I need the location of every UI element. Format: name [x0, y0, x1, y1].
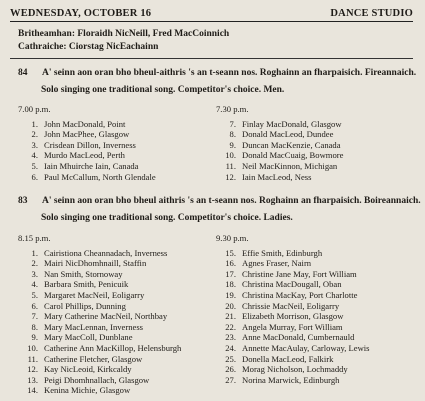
entry-number: 24. — [225, 342, 236, 353]
competitor-name: Barbara Smith, Penicuik — [44, 279, 129, 290]
competitor-entry — [216, 311, 370, 322]
entry-number: 20. — [225, 300, 236, 311]
competitor-entry — [216, 140, 343, 151]
competitor-entry — [216, 375, 370, 386]
entry-number: 22. — [225, 321, 236, 332]
competition-number: 83 — [18, 196, 28, 206]
competitor-entry — [18, 385, 181, 396]
entry-number: 6. — [31, 171, 38, 182]
venue-heading: DANCE STUDIO — [330, 8, 413, 19]
competitor-name: Crisdean Dillon, Inverness — [44, 139, 136, 150]
competitor-name: Anne MacDonald, Cumbernauld — [242, 332, 355, 343]
entry-number: 23. — [225, 332, 236, 343]
competitor-name: Iain Mhuirche Iain, Canada — [44, 160, 139, 171]
entry-number: 7. — [229, 118, 236, 129]
competitor-name: Catherine Ann MacKillop, Helensburgh — [44, 342, 182, 353]
entry-number: 2. — [31, 129, 38, 140]
competitor-entry — [18, 248, 181, 259]
competitor-entry — [18, 150, 156, 161]
competitor-name: Effie Smith, Edinburgh — [242, 247, 323, 258]
judges-block — [18, 28, 229, 54]
competitor-entry — [216, 172, 343, 183]
competitor-entry — [18, 279, 181, 290]
entry-number: 2. — [31, 258, 38, 269]
entry-number: 15. — [225, 247, 236, 258]
competitor-name: Donald MacCuaig, Bowmore — [242, 150, 344, 161]
entry-number: 7. — [31, 311, 38, 322]
competitor-name: Mary MacLennan, Inverness — [44, 321, 144, 332]
entry-number: 4. — [31, 279, 38, 290]
entry-number: 11. — [225, 160, 236, 171]
competition-84-title — [18, 67, 416, 80]
competitor-name: Mary MacColl, Dunblane — [44, 332, 133, 343]
date-heading: WEDNESDAY, OCTOBER 16 — [10, 8, 152, 19]
competitor-name: Chrissie MacNeil, Eoligarry — [242, 300, 340, 311]
competitor-entry — [216, 343, 370, 354]
competition-83-title — [18, 195, 421, 208]
competitor-name: Duncan MacKenzie, Canada — [242, 139, 341, 150]
competitor-name: Angela Murray, Fort William — [242, 321, 343, 332]
competitor-name: Mary Catherine MacNeil, Northbay — [44, 311, 168, 322]
competitor-entry — [18, 322, 181, 333]
time-slot: 7.00 p.m. — [18, 104, 51, 114]
competitor-name: Annette MacAulay, Carloway, Lewis — [242, 342, 370, 353]
entry-number: 1. — [31, 247, 38, 258]
entry-number: 5. — [31, 289, 38, 300]
competitor-entry — [18, 301, 181, 312]
competitor-entry — [18, 311, 181, 322]
entry-number: 19. — [225, 289, 236, 300]
competitor-name: Donald MacLeod, Dundee — [242, 129, 334, 140]
competitor-entry — [216, 322, 370, 333]
competitor-name: Cairistiona Cheannadach, Inverness — [44, 247, 168, 258]
competitor-entry — [18, 269, 181, 280]
competitor-entry — [216, 161, 343, 172]
entry-number: 8. — [31, 321, 38, 332]
competitor-entry — [216, 129, 343, 140]
competitor-name: Christina MacKay, Port Charlotte — [242, 289, 358, 300]
competitor-entry — [216, 150, 343, 161]
competitor-entry — [18, 119, 156, 130]
competitor-name: Mairi NicDhomhnaill, Staffin — [44, 258, 147, 269]
competition-84-left-column — [18, 104, 156, 182]
competitor-entry — [18, 129, 156, 140]
competitor-name: Peigi Dhomhnallach, Glasgow — [44, 374, 150, 385]
header-rule — [10, 21, 413, 22]
competitor-name: Agnes Fraser, Nairn — [242, 258, 312, 269]
competitor-entry — [216, 301, 370, 312]
competitor-entry — [216, 364, 370, 375]
entry-number: 27. — [225, 374, 236, 385]
competition-83-left-column — [18, 233, 181, 396]
entry-number: 1. — [31, 118, 38, 129]
competitor-name: Elizabeth Morrison, Glasgow — [242, 311, 344, 322]
competitor-name: Carol Phillips, Dunning — [44, 300, 126, 311]
competitor-name: Norina Marwick, Edinburgh — [242, 374, 340, 385]
competitor-name: Paul McCallum, North Glendale — [44, 171, 156, 182]
competitor-name: Nan Smith, Stornoway — [44, 268, 123, 279]
entry-number: 12. — [27, 364, 38, 375]
entry-number: 3. — [31, 268, 38, 279]
competitor-entry — [18, 364, 181, 375]
entry-number: 21. — [225, 311, 236, 322]
entry-number: 5. — [31, 160, 38, 171]
competitor-entry — [216, 248, 370, 259]
entry-number: 12. — [225, 171, 236, 182]
competitor-entry — [216, 258, 370, 269]
competitor-entry — [18, 332, 181, 343]
entry-number: 17. — [225, 268, 236, 279]
competitor-name: Catherine Fletcher, Glasgow — [44, 353, 143, 364]
competitor-entry — [216, 354, 370, 365]
competitor-name: Christine Jane May, Fort William — [242, 268, 357, 279]
entry-number: 18. — [225, 279, 236, 290]
competitor-name: Finlay MacDonald, Glasgow — [242, 118, 342, 129]
entry-number: 4. — [31, 150, 38, 161]
competitor-entry — [216, 119, 343, 130]
competitor-name: Murdo MacLeod, Perth — [44, 150, 125, 161]
competitor-name: Kay NicLeoid, Kirkcaldy — [44, 364, 132, 375]
entry-number: 10. — [225, 150, 236, 161]
entry-number: 9. — [229, 139, 236, 150]
competitor-name: Margaret MacNeil, Eoligarry — [44, 289, 145, 300]
competitor-entry — [216, 269, 370, 280]
competition-number: 84 — [18, 68, 28, 78]
competition-83-right-column — [216, 233, 370, 385]
competitor-entry — [18, 290, 181, 301]
time-slot: 8.15 p.m. — [18, 233, 51, 243]
entry-number: 3. — [31, 139, 38, 150]
entry-number: 13. — [27, 374, 38, 385]
competitor-entry — [18, 375, 181, 386]
competitor-name: Christina MacDougall, Oban — [242, 279, 342, 290]
competitor-entry — [18, 172, 156, 183]
competitor-name: Iain MacLeod, Ness — [242, 171, 312, 182]
competitor-entry — [18, 140, 156, 151]
competitor-entry — [216, 279, 370, 290]
competition-83-subtitle: Solo singing one traditional song. Competitor's choice. Ladies. — [41, 213, 293, 223]
competitor-entry — [18, 343, 181, 354]
competitor-name: John MacPhee, Glasgow — [44, 129, 130, 140]
competition-gaelic-title: A' seinn aon oran bho bheul aithris 's an t-seann nos. Roghainn an fharpaisich. Boireannaich. — [42, 196, 421, 206]
entry-number: 26. — [225, 364, 236, 375]
page-header — [10, 8, 413, 19]
time-slot: 9.30 p.m. — [216, 233, 249, 243]
entry-number: 14. — [27, 385, 38, 396]
entry-number: 8. — [229, 129, 236, 140]
time-slot: 7.30 p.m. — [216, 104, 249, 114]
competitor-entry — [216, 332, 370, 343]
entry-number: 25. — [225, 353, 236, 364]
competitor-name: Donella MacLeod, Falkirk — [242, 353, 334, 364]
competition-84-right-column — [216, 104, 343, 182]
entry-number: 11. — [27, 353, 38, 364]
entry-number: 9. — [31, 332, 38, 343]
competitor-name: Kenina Michie, Glasgow — [44, 385, 131, 396]
entry-number: 10. — [27, 342, 38, 353]
competition-gaelic-title: A' seinn aon oran bho bheul-aithris 's an t-seann nos. Roghainn an fharpaisich. Fireannaich. — [42, 68, 417, 78]
competitor-entry — [18, 161, 156, 172]
competitor-name: Neil MacKinnon, Michigan — [242, 160, 338, 171]
chair-line: Cathraiche: Ciorstag NicEachainn — [18, 42, 159, 52]
entry-number: 6. — [31, 300, 38, 311]
section-rule — [10, 58, 413, 59]
competition-84-subtitle: Solo singing one traditional song. Competitor's choice. Men. — [41, 85, 285, 95]
competitor-name: John MacDonald, Point — [44, 118, 126, 129]
competitor-entry — [216, 290, 370, 301]
competitor-entry — [18, 258, 181, 269]
competitor-name: Morag Nicholson, Lochmaddy — [242, 364, 348, 375]
judges-line: Britheamhan: Floraidh NicNeill, Fred MacCoinnich — [18, 29, 230, 39]
entry-number: 16. — [225, 258, 236, 269]
competitor-entry — [18, 354, 181, 365]
